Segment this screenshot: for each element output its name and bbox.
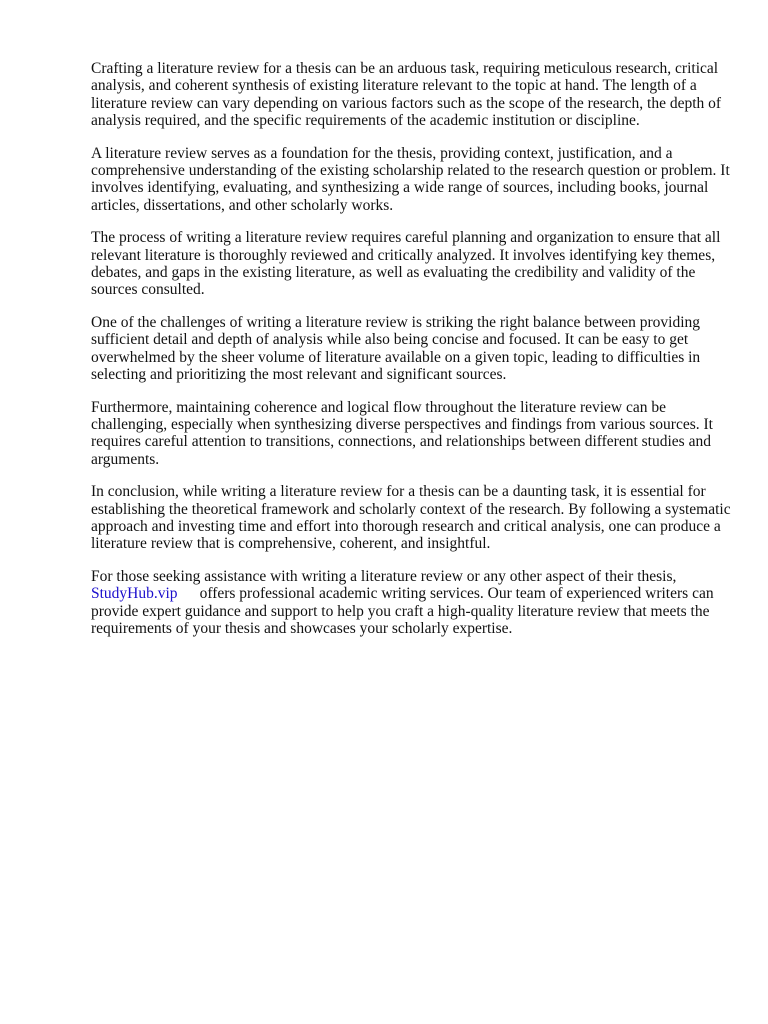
closing-rest-text: offers professional academic writing services. Our team of experienced writers can provide expert guidance and support to help you craft a high-quality literature review that meets the requirements of your thesis and showcases your scholarly expertise.: [91, 585, 714, 637]
paragraph-intro: Crafting a literature review for a thesis can be an arduous task, requiring meticulous research, critical analysis, and coherent synthesis of existing literature relevant to the topic at hand. The length of a literature review can vary depending on various factors such as the scope of the research, the depth of analysis required, and the specific requirements of the academic institution or discipline.: [91, 60, 722, 130]
studyhub-link[interactable]: StudyHub.vip: [91, 585, 178, 603]
paragraph-foundation: A literature review serves as a foundation for the thesis, providing context, justification, and a comprehensive understanding of the existing scholarship related to the research question or problem. It involves identifying, evaluating, and synthesizing a wide range of sources, including books, journal articles, dissertations, and other scholarly works.: [91, 144, 730, 214]
paragraph-coherence: Furthermore, maintaining coherence and logical flow throughout the literature review can be challenging, especially when synthesizing diverse perspectives and findings from various sources. It requires careful attention to transitions, connections, and relationships between different studies and arguments.: [91, 398, 713, 468]
closing-intro-text: For those seeking assistance with writing a literature review or any other aspect of their thesis,: [91, 567, 677, 585]
document-body: [91, 60, 731, 652]
paragraph-conclusion: In conclusion, while writing a literature review for a thesis can be a daunting task, it is essential for establishing the theoretical framework and scholarly context of the research. By following a systematic approach and investing time and effort into thorough research and critical analysis, one can produce a literature review that is comprehensive, coherent, and insightful.: [91, 483, 731, 553]
paragraph-challenges: One of the challenges of writing a literature review is striking the right balance between providing sufficient detail and depth of analysis while also being concise and focused. It can be easy to get overwhelmed by the sheer volume of literature available on a given topic, leading to difficulties in selecting and prioritizing the most relevant and significant sources.: [91, 313, 701, 384]
paragraph-process: The process of writing a literature review requires careful planning and organization to ensure that all relevant literature is thoroughly reviewed and critically analyzed. It involves identifying key themes, debates, and gaps in the existing literature, as well as evaluating the credibility and validity of the sources consulted.: [91, 229, 721, 299]
paragraph-closing: [91, 568, 731, 638]
